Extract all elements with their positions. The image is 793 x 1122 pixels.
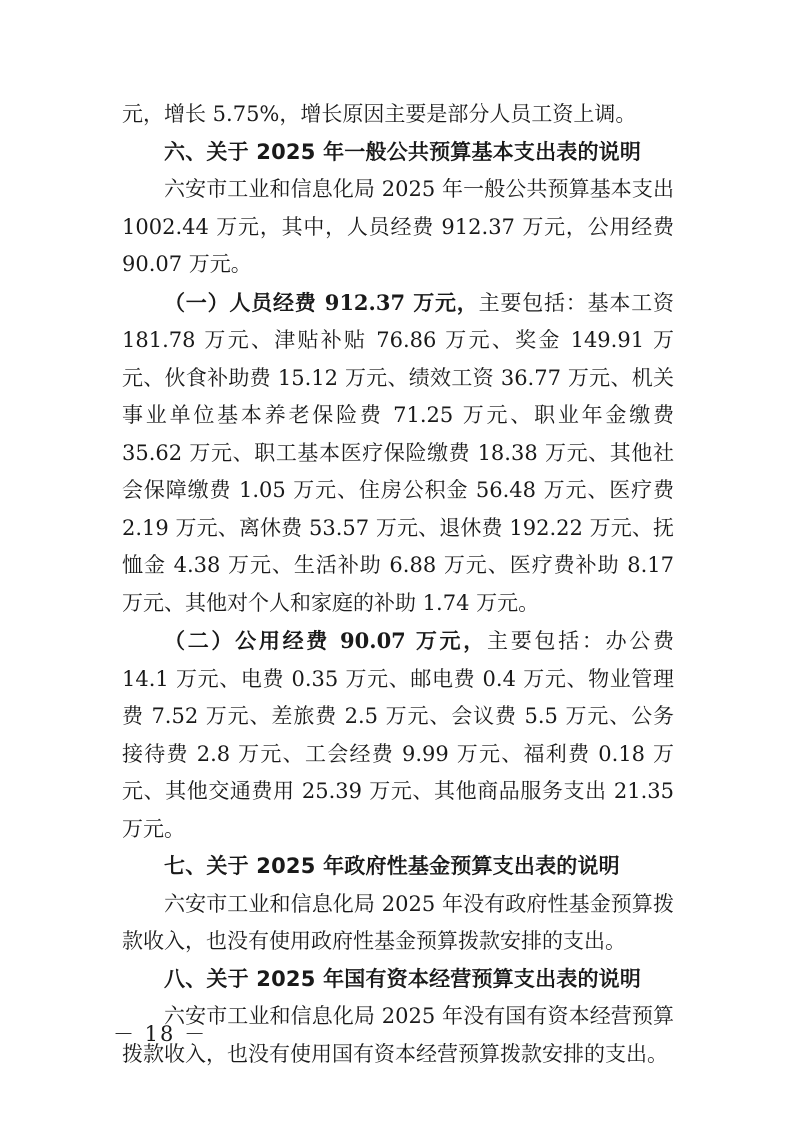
paragraph-continuation: 元，增长 5.75%，增长原因主要是部分人员工资上调。 [122, 102, 637, 126]
personnel-expenses-detail: 主要包括：基本工资 181.78 万元、津贴补贴 76.86 万元、奖金 149.91 万元、伙食补助费 15.12 万元、绩效工资 36.77 万元、机关事业单位基本养老保险费 71.25 万元、职业年金缴费 35.62 万元、职工基本医疗保险缴费 18.38 万元、其他社会保障缴费 1.05 万元、住房公积金 56.48 万元、医疗费 2.19 万元、离休费 53.57 万元、退休费 192.22 万元、抚恤金 4.38 万元、生活补助 6.88 万元、医疗费补助 8.17 万元、其他对个人和家庭的补助 1.74 万元。 [122, 290, 674, 615]
paragraph-government-fund: 六安市工业和信息化局 2025 年没有政府性基金预算拨款收入，也没有使用政府性基金预算拨款安排的支出。 [122, 891, 674, 953]
section-heading-eight: 八、关于 2025 年国有资本经营预算支出表的说明 [164, 966, 642, 991]
public-expenses-lead: （二）公用经费 90.07 万元， [164, 628, 487, 653]
public-expenses-detail: 主要包括：办公费 14.1 万元、电费 0.35 万元、邮电费 0.4 万元、物业管理费 7.52 万元、差旅费 2.5 万元、会议费 5.5 万元、公务接待费 2.8 万元、工会经费 9.99 万元、福利费 0.18 万元、其他交通费用 25.39 万元、其他商品服务支出 21.35 万元。 [122, 629, 674, 841]
paragraph-basic-expenditure: 六安市工业和信息化局 2025 年一般公共预算基本支出 1002.44 万元，其中，人员经费 912.37 万元，公用经费 90.07 万元。 [122, 177, 674, 276]
personnel-expenses-lead: （一）人员经费 912.37 万元， [164, 289, 479, 315]
section-heading-seven: 七、关于 2025 年政府性基金预算支出表的说明 [164, 854, 620, 878]
paragraph-state-capital: 六安市工业和信息化局 2025 年没有国有资本经营预算拨款收入，也没有使用国有资本经营预算拨款安排的支出。 [122, 1004, 674, 1066]
section-heading-six: 六、关于 2025 年一般公共预算基本支出表的说明 [164, 139, 642, 164]
paragraph-personnel-expenses [122, 284, 674, 623]
page-number: － 18 － [113, 1022, 208, 1046]
document-body [122, 96, 674, 1073]
paragraph-public-expenses [122, 622, 674, 848]
